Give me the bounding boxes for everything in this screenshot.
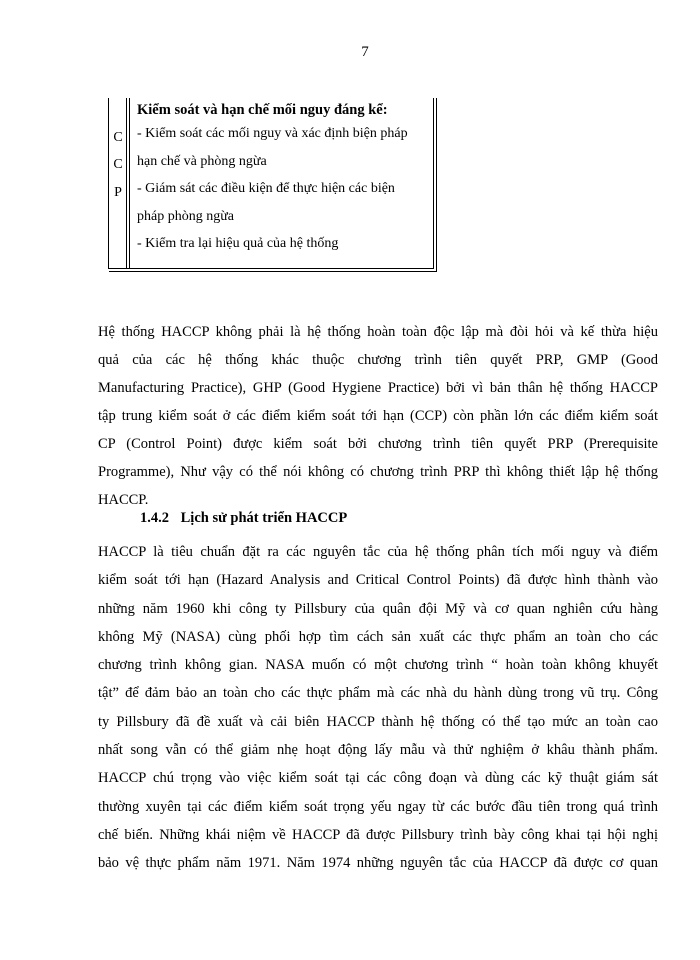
- text-line: tập trung kiểm soát ở các điểm kiểm soát tới hạn (CCP) còn phần lớn các điểm kiểm soát: [98, 408, 658, 424]
- ccp-letter-column: [109, 98, 130, 268]
- text-line: những năm 1960 khi công ty Pillsbury của quân đội Mỹ và cơ quan nghiên cứu hàng: [98, 600, 658, 617]
- text-line: ty Pillsbury đã đề xuất và cải biên HACCP thành hệ thống có thể tạo mức an toàn cao: [98, 713, 658, 730]
- ccp-letter-c1: C: [113, 130, 123, 145]
- text-line: không Mỹ (NASA) cùng phối hợp tìm cách sản xuất các thực phẩm an toàn cho các: [98, 628, 658, 645]
- text-line: chế biến. Những khái niệm về HACCP đã được Pillsbury trình bày công khai tại hội nghị: [98, 826, 658, 843]
- ccp-line: hạn chế và phòng ngừa: [137, 153, 267, 169]
- ccp-heading: Kiểm soát và hạn chế mối nguy đáng kể:: [137, 102, 388, 118]
- ccp-letter-p: P: [114, 185, 122, 200]
- text-line: CP (Control Point) được kiểm soát bởi chương trình tiên quyết PRP (Prerequisite: [98, 436, 658, 452]
- column-double-rule: [126, 98, 127, 268]
- page-number: 7: [361, 44, 369, 60]
- text-line: HACCP.: [98, 492, 149, 508]
- text-line: thường xuyên tại các điểm kiểm soát trọng yếu ngay từ các bước đầu tiên trong quá trình: [98, 798, 658, 815]
- text-line: chương trình không gian. NASA muốn có một chương trình “ hoàn toàn không khuyết: [98, 657, 658, 674]
- section-title: Lịch sử phát triển HACCP: [180, 510, 348, 526]
- section-heading: [140, 510, 347, 527]
- text-line: HACCP chú trọng vào việc kiểm soát tại các công đoạn và dùng các kỹ thuật giám sát: [98, 770, 658, 787]
- ccp-content: [137, 100, 433, 258]
- text-line: kiểm soát tới hạn (Hazard Analysis and Critical Control Points) đã được hình thành vào: [98, 572, 658, 589]
- paragraph-haccp-history: [98, 538, 658, 878]
- ccp-table: [108, 98, 434, 269]
- text-line: tật” để đảm bảo an toàn cho các thực phẩm mà các nhà du hành dùng trong vũ trụ. Công: [98, 685, 658, 702]
- ccp-line: pháp phòng ngừa: [137, 208, 235, 224]
- ccp-line: - Giám sát các điều kiện để thực hiện các biện: [137, 181, 395, 196]
- text-line: nhất song vẫn có thể giảm nhẹ hoạt động lấy mẫu và thử nghiệm ở khâu thành phẩm.: [98, 742, 658, 759]
- text-line: bảo vệ thực phẩm năm 1971. Năm 1974 những nguyên tắc của HACCP đã được cơ quan: [98, 855, 658, 872]
- ccp-line: - Kiểm tra lại hiệu quả của hệ thống: [137, 236, 339, 251]
- text-line: quả của các hệ thống khác thuộc chương trình tiên quyết PRP, GMP (Good: [98, 352, 658, 368]
- ccp-letter-c2: C: [113, 157, 123, 172]
- section-number: 1.4.2: [140, 510, 169, 526]
- paragraph-haccp-prp: [98, 318, 658, 514]
- text-line: Hệ thống HACCP không phải là hệ thống hoàn toàn độc lập mà đòi hỏi và kế thừa hiệu: [98, 324, 658, 340]
- text-line: HACCP là tiêu chuẩn đặt ra các nguyên tắc của hệ thống phân tích mối nguy và điểm: [98, 544, 658, 560]
- text-line: Manufacturing Practice), GHP (Good Hygiene Practice) bởi vì bản thân hệ thống HACCP: [98, 380, 658, 396]
- text-line: Programme), Như vậy có thể nói không có chương trình PRP thì không thiết lập hệ thống: [98, 464, 658, 480]
- ccp-line: - Kiểm soát các mối nguy và xác định biện pháp: [137, 126, 408, 141]
- table-shadow-border-right: [436, 98, 437, 272]
